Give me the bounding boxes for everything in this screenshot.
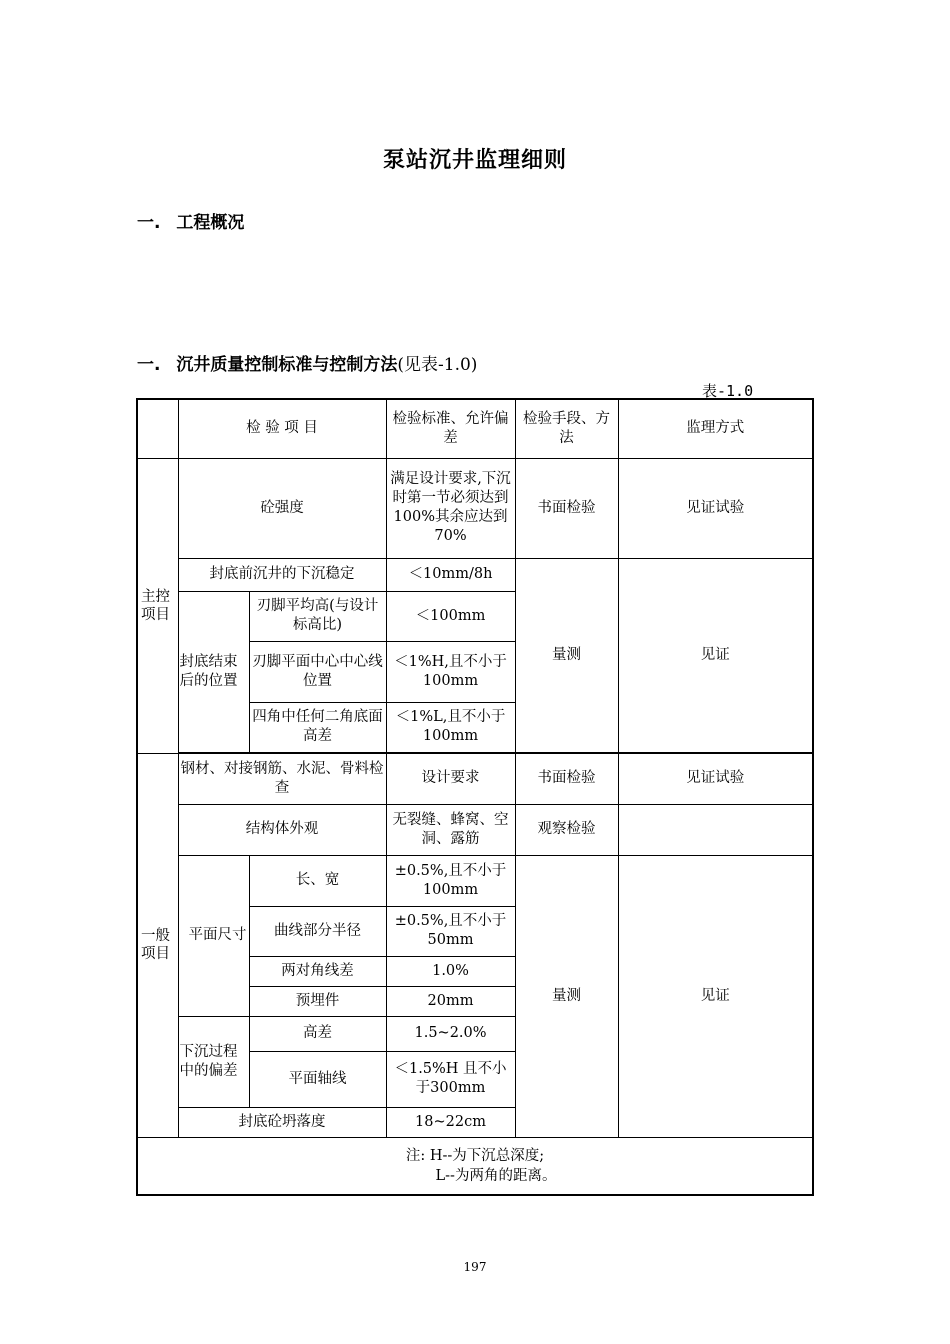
table-label: 表-1.0 [702,382,754,400]
table-row [137,855,813,906]
cell-method: 观察检验 [515,804,618,855]
cell-standard: 满足设计要求,下沉时第一节必须达到100%其余应达到70% [386,458,515,558]
note-line: L--为两角的距离。 [435,1167,557,1184]
cell-supervision: 见证试验 [618,458,813,558]
table-row [137,458,813,558]
cell-supervision: 见证试验 [618,753,813,804]
cell-standard: ＜1%L,且不小于100mm [386,702,515,752]
cell-item: 刃脚平面中心中心线位置 [249,641,386,702]
section-heading-overview [137,208,244,233]
cell-method: 量测 [515,855,618,1137]
cell-item: 四角中任何二角底面高差 [249,702,386,752]
cell-item: 钢材、对接钢筋、水泥、骨料检查 [178,753,386,804]
cell-item: 预埋件 [249,986,386,1016]
cell-method: 量测 [515,558,618,752]
cell-standard: 18~22cm [386,1107,515,1137]
table-row [137,804,813,855]
table-row [137,753,813,804]
group-label-general: 一般项目 [137,753,178,1137]
page-title: 泵站沉井监理细则 [382,148,567,173]
group-label-sinking: 下沉过程中的偏差 [178,1016,249,1107]
header-standard: 检验标准、允许偏差 [386,399,515,458]
cell-standard: ＜1%H,且不小于100mm [386,641,515,702]
cell-standard: 1.5~2.0% [386,1016,515,1051]
section-title: 沉井质量控制标准与控制方法 [176,355,398,375]
cell-standard: ＜1.5%H 且不小于300mm [386,1051,515,1107]
table-note-row [137,1137,813,1195]
table-row [137,558,813,591]
cell-item: 高差 [249,1016,386,1051]
cell-method: 书面检验 [515,458,618,558]
cell-item: 结构体外观 [178,804,386,855]
table-header-row [137,399,813,458]
cell-item: 刃脚平均高(与设计标高比) [249,591,386,641]
cell-supervision: 见证 [618,855,813,1137]
section-title: 工程概况 [176,213,245,233]
cell-standard: ＜100mm [386,591,515,641]
cell-standard: ＜10mm/8h [386,558,515,591]
cell-item: 曲线部分半径 [249,906,386,956]
section-number: 一. [137,355,161,375]
group-label-plane: 平面尺寸 [178,855,249,1016]
section-number: 一. [137,213,161,233]
note-line: 注: H--为下沉总深度; [405,1147,545,1164]
cell-standard: ±0.5%,且不小于100mm [386,855,515,906]
cell-standard: 设计要求 [386,753,515,804]
group-label-main: 主控项目 [137,458,178,753]
header-method: 检验手段、方法 [515,399,618,458]
cell-standard: ±0.5%,且不小于50mm [386,906,515,956]
quality-control-table [136,398,814,1196]
cell-standard: 1.0% [386,956,515,986]
cell-item: 砼强度 [178,458,386,558]
cell-supervision [618,804,813,855]
cell-standard: 无裂缝、蜂窝、空洞、露筋 [386,804,515,855]
cell-item: 长、宽 [249,855,386,906]
table-note [137,1137,813,1195]
section-heading-quality [137,350,477,375]
header-item: 检 验 项 目 [178,399,386,458]
page-number: 197 [463,1260,487,1274]
header-supervision: 监理方式 [618,399,813,458]
cell-item: 两对角线差 [249,956,386,986]
cell-method: 书面检验 [515,753,618,804]
group-label-position: 封底结束后的位置 [178,591,249,752]
cell-item: 封底前沉井的下沉稳定 [178,558,386,591]
cell-item: 平面轴线 [249,1051,386,1107]
cell-item: 封底砼坍落度 [178,1107,386,1137]
cell-supervision: 见证 [618,558,813,752]
table-reference: (见表-1.0) [397,355,478,375]
cell-standard: 20mm [386,986,515,1016]
